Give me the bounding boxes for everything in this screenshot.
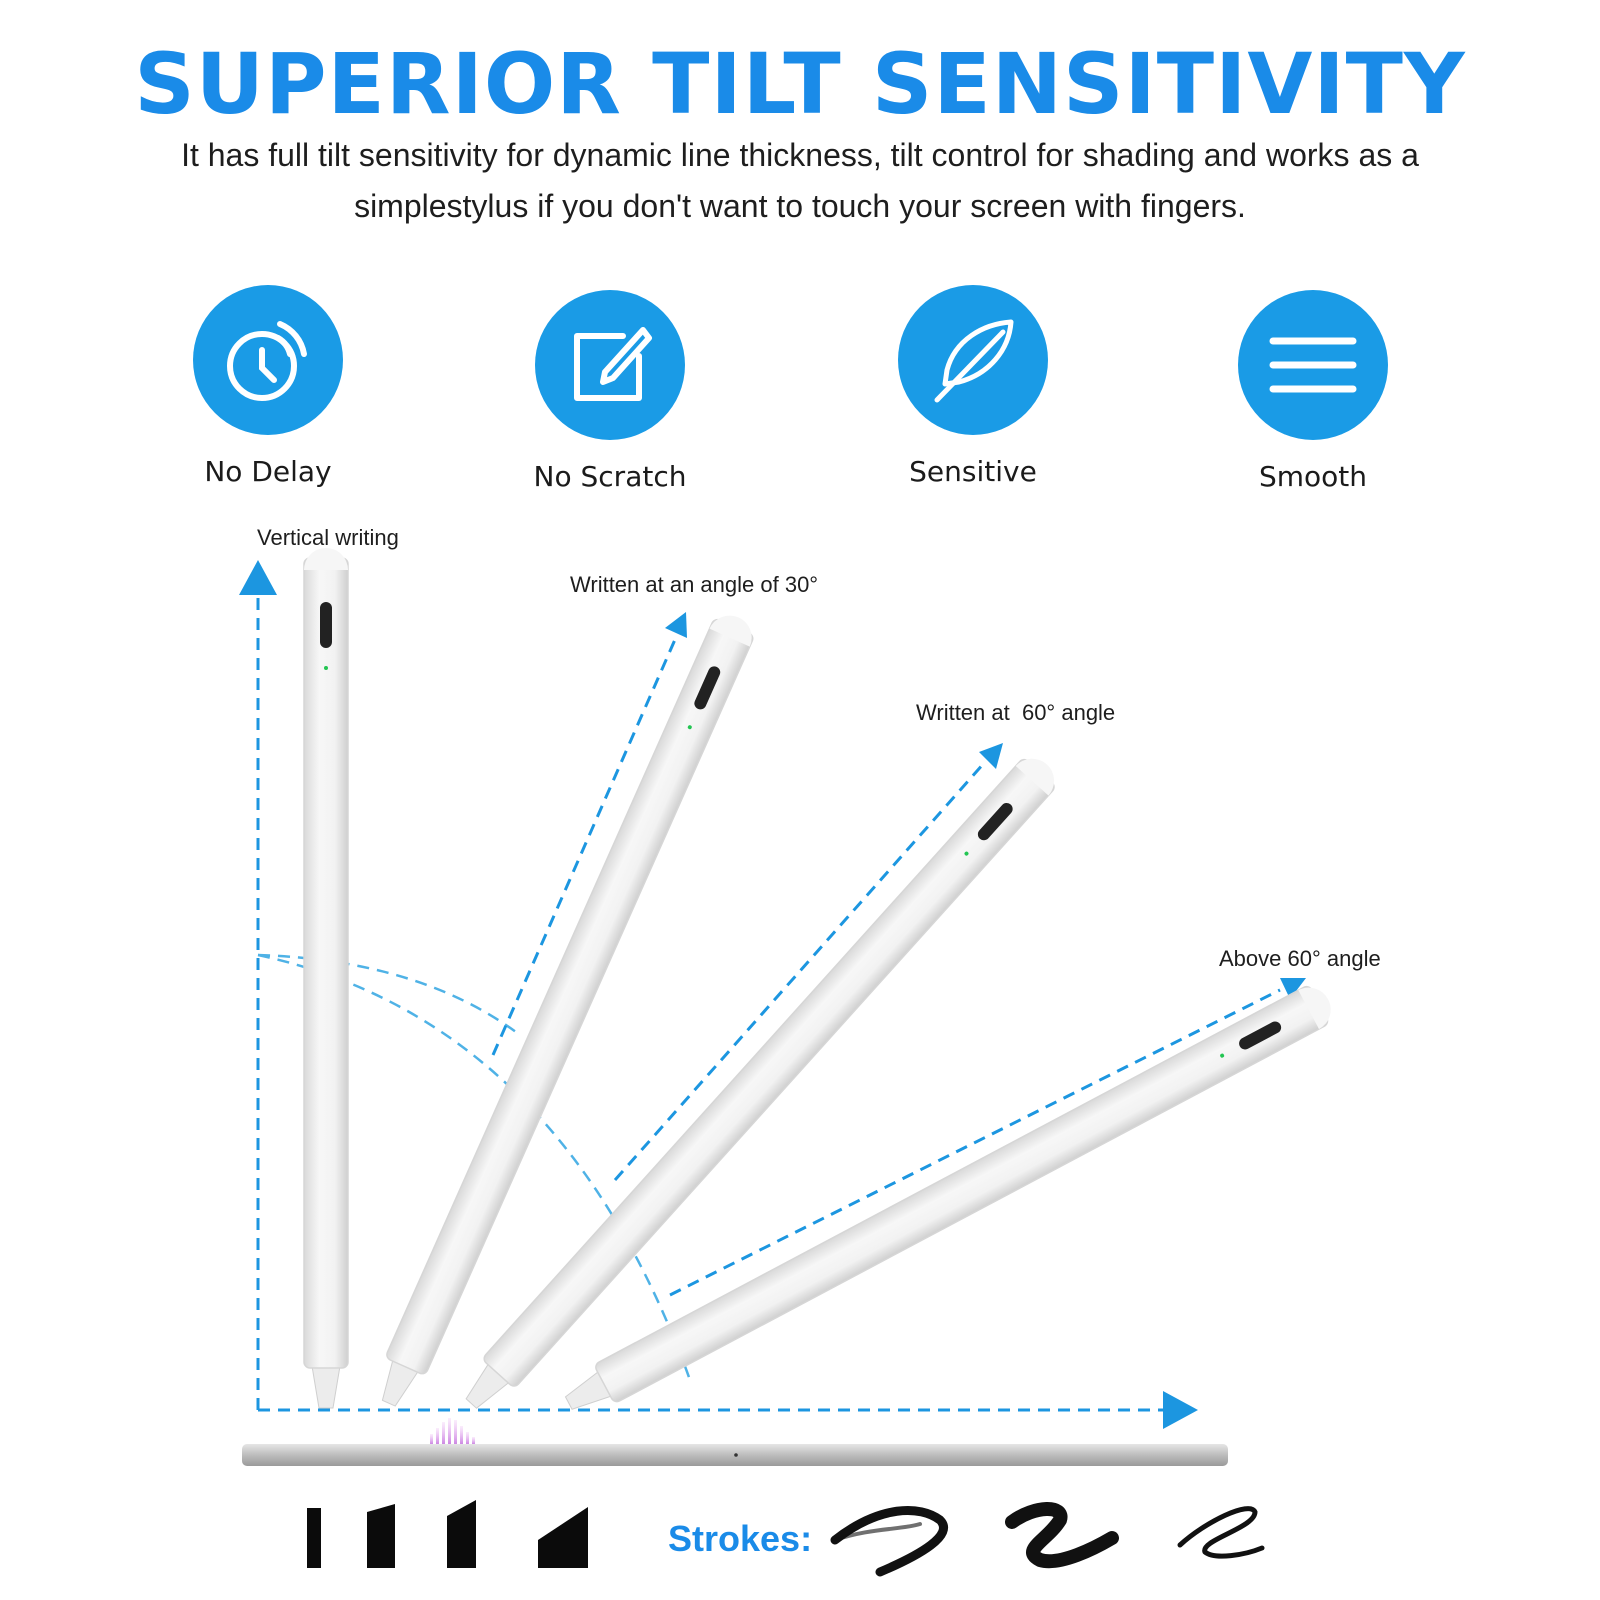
angle-label-30: Written at an angle of 30° [570, 572, 819, 597]
vertical-axis-arrow [239, 560, 277, 595]
strokes-label: Strokes: [668, 1518, 813, 1559]
angle-above-60-line [670, 990, 1280, 1295]
page-title: SUPERIOR TILT SENSITIVITY [134, 35, 1466, 133]
stroke-sample-wide [447, 1500, 476, 1568]
feature-label: Sensitive [909, 455, 1037, 488]
feature-label: Smooth [1258, 460, 1368, 493]
angle-label-vertical: Vertical writing [257, 525, 399, 550]
angle-60-arrow [979, 743, 1003, 769]
feature-label: No Scratch [533, 460, 687, 493]
brush-stroke-3 [1180, 1509, 1262, 1556]
feature-label: No Delay [204, 455, 332, 488]
angle-30-arrow [665, 612, 687, 638]
tablet-camera-dot [734, 1453, 738, 1457]
page-subtitle: It has full tilt sensitivity for dynamic line thickness, tilt control for shading and works as a simplestylus if you don't want to touch your screen with fingers. [181, 137, 1419, 224]
angle-label-60: Written at 60° angle [916, 700, 1116, 725]
angle-label-above-60: Above 60° angle [1219, 946, 1381, 971]
stroke-sample-thin [307, 1508, 321, 1568]
horizontal-axis-arrow [1163, 1391, 1198, 1429]
angle-arc [258, 955, 520, 1035]
stroke-sample-widest [538, 1507, 588, 1568]
touch-ripple [430, 1418, 475, 1444]
stroke-sample-medium [367, 1504, 395, 1568]
brush-stroke-1 [835, 1510, 944, 1572]
brush-stroke-2 [1012, 1509, 1112, 1561]
brush-strokes [835, 1509, 1262, 1572]
stroke-samples [307, 1500, 588, 1568]
pen-vertical [304, 548, 348, 1408]
